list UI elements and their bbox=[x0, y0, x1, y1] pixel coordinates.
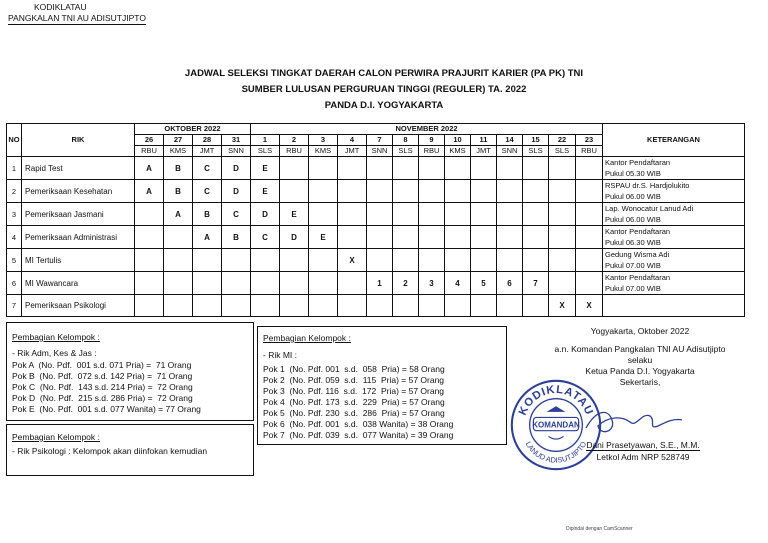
svg-text:LANUD ADISUTJIPTO: LANUD ADISUTJIPTO bbox=[523, 439, 589, 465]
day-cell: SLS bbox=[251, 146, 280, 157]
row-keterangan bbox=[603, 249, 745, 272]
date-cell: 8 bbox=[393, 135, 419, 146]
month-header-november: NOVEMBER 2022 bbox=[251, 124, 603, 135]
schedule-cell bbox=[367, 295, 393, 317]
table-row bbox=[7, 226, 745, 249]
schedule-cell bbox=[576, 203, 603, 226]
signature-line-2: selaku bbox=[627, 355, 653, 365]
table-row bbox=[7, 203, 745, 226]
schedule-cell bbox=[367, 180, 393, 203]
schedule-cell bbox=[549, 157, 576, 180]
schedule-cell bbox=[393, 295, 419, 317]
schedule-cell bbox=[393, 249, 419, 272]
schedule-cell bbox=[576, 226, 603, 249]
schedule-cell bbox=[338, 203, 367, 226]
keterangan-place: Gedung Wisma Adi bbox=[605, 250, 670, 259]
schedule-cell bbox=[419, 180, 445, 203]
schedule-cell bbox=[393, 226, 419, 249]
row-keterangan bbox=[603, 157, 745, 180]
group-line: Pok 2 (No. Pdf. 059 s.d. 115 Pria) = 57 Orang bbox=[263, 375, 445, 385]
box-heading: Pembagian Kelompok : bbox=[263, 333, 351, 343]
schedule-cell bbox=[164, 272, 193, 295]
schedule-cell: C bbox=[251, 226, 280, 249]
group-line: Pok C (No. Pdf. 143 s.d. 214 Pria) = 72 Orang bbox=[12, 382, 193, 392]
group-division-box-mi bbox=[257, 326, 507, 445]
day-cell: JMT bbox=[338, 146, 367, 157]
schedule-cell bbox=[549, 203, 576, 226]
signatory-name: Dani Prasetyawan, S.E., M.M. bbox=[586, 440, 700, 450]
schedule-cell bbox=[576, 272, 603, 295]
day-cell: RBU bbox=[576, 146, 603, 157]
box-subheading: - Rik Adm, Kes & Jas : bbox=[12, 348, 97, 358]
schedule-cell: X bbox=[576, 295, 603, 317]
table-row bbox=[7, 295, 745, 317]
table-row bbox=[7, 180, 745, 203]
day-cell: KMS bbox=[309, 146, 338, 157]
keterangan-time: Pukul 06.30 WIB bbox=[605, 238, 661, 247]
schedule-cell bbox=[523, 180, 549, 203]
schedule-cell bbox=[309, 203, 338, 226]
schedule-cell bbox=[338, 226, 367, 249]
date-cell: 3 bbox=[309, 135, 338, 146]
day-cell: JMT bbox=[193, 146, 222, 157]
svg-text:KODIKLATAU: KODIKLATAU bbox=[516, 383, 596, 418]
col-keterangan-header: KETERANGAN bbox=[603, 124, 745, 157]
schedule-cell bbox=[309, 295, 338, 317]
row-number: 4 bbox=[7, 226, 22, 249]
day-cell: RBU bbox=[135, 146, 164, 157]
row-keterangan bbox=[603, 203, 745, 226]
schedule-cell bbox=[471, 295, 497, 317]
schedule-cell bbox=[193, 295, 222, 317]
row-number: 7 bbox=[7, 295, 22, 317]
schedule-cell bbox=[280, 272, 309, 295]
row-rik: Pemeriksaan Administrasi bbox=[22, 226, 135, 249]
group-division-box-adm bbox=[6, 322, 254, 421]
schedule-cell bbox=[164, 249, 193, 272]
group-line: Pok 5 (No. Pdf. 230 s.d. 286 Pria) = 57 Orang bbox=[263, 408, 445, 418]
schedule-cell bbox=[135, 272, 164, 295]
schedule-cell bbox=[419, 249, 445, 272]
schedule-cell bbox=[497, 249, 523, 272]
table-row bbox=[7, 157, 745, 180]
schedule-cell: B bbox=[164, 180, 193, 203]
schedule-cell bbox=[445, 249, 471, 272]
day-cell: SNN bbox=[497, 146, 523, 157]
schedule-cell: C bbox=[193, 180, 222, 203]
schedule-cell: E bbox=[309, 226, 338, 249]
schedule-cell bbox=[251, 272, 280, 295]
svg-text:KOMANDAN: KOMANDAN bbox=[532, 420, 580, 430]
schedule-cell: B bbox=[193, 203, 222, 226]
organization-header bbox=[8, 2, 146, 25]
schedule-cell bbox=[367, 249, 393, 272]
schedule-cell bbox=[523, 226, 549, 249]
group-division-box-psikologi bbox=[6, 424, 254, 476]
row-keterangan bbox=[603, 226, 745, 249]
row-rik: Pemeriksaan Psikologi bbox=[22, 295, 135, 317]
row-rik: Pemeriksaan Jasmani bbox=[22, 203, 135, 226]
col-rik-header: RIK bbox=[22, 124, 135, 157]
box-heading: Pembagian Kelompok : bbox=[12, 432, 100, 442]
schedule-cell bbox=[497, 180, 523, 203]
schedule-cell bbox=[549, 180, 576, 203]
row-keterangan bbox=[603, 272, 745, 295]
row-number: 3 bbox=[7, 203, 22, 226]
schedule-cell bbox=[135, 203, 164, 226]
group-line: Pok 4 (No. Pdf. 173 s.d. 229 Pria) = 57 Orang bbox=[263, 397, 445, 407]
schedule-cell bbox=[338, 180, 367, 203]
day-cell: SLS bbox=[523, 146, 549, 157]
schedule-cell bbox=[419, 226, 445, 249]
group-list bbox=[263, 364, 453, 441]
schedule-cell bbox=[164, 295, 193, 317]
schedule-cell bbox=[471, 226, 497, 249]
schedule-cell bbox=[309, 249, 338, 272]
schedule-cell bbox=[338, 295, 367, 317]
schedule-cell: C bbox=[193, 157, 222, 180]
schedule-cell bbox=[497, 226, 523, 249]
schedule-cell bbox=[471, 180, 497, 203]
row-rik: Rapid Test bbox=[22, 157, 135, 180]
schedule-cell bbox=[367, 203, 393, 226]
day-cell: SNN bbox=[367, 146, 393, 157]
row-number: 6 bbox=[7, 272, 22, 295]
document-title-line-1: JADWAL SELEKSI TINGKAT DAERAH CALON PERWIRA PRAJURIT KARIER (PA PK) TNI bbox=[184, 68, 584, 79]
date-cell: 27 bbox=[164, 135, 193, 146]
month-header-october: OKTOBER 2022 bbox=[135, 124, 251, 135]
date-cell: 4 bbox=[338, 135, 367, 146]
group-line: Pok 1 (No. Pdf. 001 s.d. 058 Pria) = 58 Orang bbox=[263, 364, 445, 374]
day-cell: RBU bbox=[280, 146, 309, 157]
schedule-cell: A bbox=[135, 180, 164, 203]
date-cell: 2 bbox=[280, 135, 309, 146]
schedule-cell bbox=[251, 295, 280, 317]
schedule-cell bbox=[471, 249, 497, 272]
org-line-1: KODIKLATAU bbox=[34, 2, 87, 12]
table-row bbox=[7, 249, 745, 272]
schedule-cell bbox=[445, 295, 471, 317]
keterangan-place: Lap. Wonocatur Lanud Adi bbox=[605, 204, 694, 213]
schedule-cell bbox=[393, 180, 419, 203]
schedule-cell bbox=[280, 180, 309, 203]
schedule-cell bbox=[135, 295, 164, 317]
row-number: 5 bbox=[7, 249, 22, 272]
schedule-cell: 1 bbox=[367, 272, 393, 295]
schedule-cell bbox=[471, 203, 497, 226]
schedule-cell: E bbox=[280, 203, 309, 226]
signatory-rank: Letkol Adm NRP 528749 bbox=[596, 452, 690, 462]
date-cell: 11 bbox=[471, 135, 497, 146]
date-cell: 14 bbox=[497, 135, 523, 146]
schedule-cell: 5 bbox=[471, 272, 497, 295]
schedule-cell: 6 bbox=[497, 272, 523, 295]
group-line: Pok B (No. Pdf. 072 s.d. 142 Pria) = 71 Orang bbox=[12, 371, 193, 381]
date-cell: 15 bbox=[523, 135, 549, 146]
schedule-cell bbox=[419, 295, 445, 317]
day-cell: SLS bbox=[549, 146, 576, 157]
keterangan-time: Pukul 07.00 WIB bbox=[605, 284, 661, 293]
keterangan-place: Kantor Pendaftaran bbox=[605, 227, 671, 236]
group-list bbox=[12, 360, 201, 415]
schedule-cell bbox=[338, 272, 367, 295]
box-heading: Pembagian Kelompok : bbox=[12, 332, 100, 342]
schedule-cell bbox=[549, 249, 576, 272]
schedule-cell bbox=[309, 157, 338, 180]
schedule-cell bbox=[222, 272, 251, 295]
schedule-cell bbox=[280, 157, 309, 180]
handwritten-signature bbox=[578, 402, 688, 440]
schedule-cell bbox=[445, 157, 471, 180]
row-keterangan bbox=[603, 295, 745, 317]
schedule-cell bbox=[193, 272, 222, 295]
group-line: Pok A (No. Pdf. 001 s.d. 071 Pria) = 71 Orang bbox=[12, 360, 192, 370]
row-keterangan bbox=[603, 180, 745, 203]
schedule-cell bbox=[497, 157, 523, 180]
schedule-cell bbox=[523, 203, 549, 226]
date-cell: 22 bbox=[549, 135, 576, 146]
schedule-cell bbox=[445, 180, 471, 203]
day-cell: KMS bbox=[164, 146, 193, 157]
date-cell: 23 bbox=[576, 135, 603, 146]
box-subheading: - Rik MI : bbox=[263, 350, 297, 360]
schedule-cell: 4 bbox=[445, 272, 471, 295]
date-cell: 26 bbox=[135, 135, 164, 146]
schedule-cell bbox=[445, 226, 471, 249]
schedule-cell bbox=[251, 249, 280, 272]
schedule-cell: B bbox=[164, 157, 193, 180]
schedule-cell bbox=[576, 180, 603, 203]
group-line: Pok E (No. Pdf. 001 s.d. 077 Wanita) = 77 Orang bbox=[12, 404, 201, 414]
schedule-cell: D bbox=[222, 180, 251, 203]
schedule-cell bbox=[497, 295, 523, 317]
schedule-cell: C bbox=[222, 203, 251, 226]
col-no-header: NO bbox=[7, 124, 22, 157]
org-line-2: PANGKALAN TNI AU ADISUTJIPTO bbox=[8, 13, 146, 23]
schedule-table bbox=[6, 123, 745, 317]
schedule-cell bbox=[222, 249, 251, 272]
group-line: Pok 3 (No. Pdf. 116 s.d. 172 Pria) = 57 Orang bbox=[263, 386, 445, 396]
schedule-cell: E bbox=[251, 157, 280, 180]
schedule-cell bbox=[222, 295, 251, 317]
schedule-cell bbox=[523, 295, 549, 317]
row-number: 1 bbox=[7, 157, 22, 180]
keterangan-time: Pukul 06.00 WIB bbox=[605, 215, 661, 224]
schedule-cell bbox=[164, 226, 193, 249]
day-cell: SNN bbox=[222, 146, 251, 157]
schedule-cell bbox=[445, 203, 471, 226]
schedule-cell: D bbox=[222, 157, 251, 180]
date-cell: 31 bbox=[222, 135, 251, 146]
day-cell: KMS bbox=[445, 146, 471, 157]
schedule-cell: A bbox=[164, 203, 193, 226]
schedule-cell bbox=[576, 157, 603, 180]
group-line: Pok 6 (No. Pdf. 001 s.d. 038 Wanita) = 38 Orang bbox=[263, 419, 454, 429]
schedule-cell bbox=[367, 157, 393, 180]
schedule-cell: 3 bbox=[419, 272, 445, 295]
schedule-cell: D bbox=[280, 226, 309, 249]
schedule-cell bbox=[393, 203, 419, 226]
day-cell: JMT bbox=[471, 146, 497, 157]
document-title-line-2: SUMBER LULUSAN PERGURUAN TINGGI (REGULER) TA. 2022 bbox=[241, 84, 527, 95]
document-title-line-3: PANDA D.I. YOGYAKARTA bbox=[324, 100, 444, 111]
group-line: Pok D (No. Pdf. 215 s.d. 286 Pria) = 72 Orang bbox=[12, 393, 193, 403]
schedule-cell bbox=[393, 157, 419, 180]
signature-line-3: Ketua Panda D.I. Yogyakarta bbox=[585, 366, 695, 376]
date-cell: 28 bbox=[193, 135, 222, 146]
schedule-cell bbox=[338, 157, 367, 180]
keterangan-time: Pukul 06.00 WIB bbox=[605, 192, 661, 201]
schedule-cell bbox=[419, 157, 445, 180]
schedule-cell: A bbox=[135, 157, 164, 180]
schedule-cell bbox=[576, 249, 603, 272]
schedule-cell: B bbox=[222, 226, 251, 249]
signature-line-4: Sekertaris, bbox=[619, 377, 661, 387]
keterangan-time: Pukul 07.00 WIB bbox=[605, 261, 661, 270]
box-text: - Rik Psikologi : Kelompok akan diinfokan kemudian bbox=[12, 446, 208, 456]
schedule-cell bbox=[135, 249, 164, 272]
row-rik: MI Wawancara bbox=[22, 272, 135, 295]
keterangan-place: Kantor Pendaftaran bbox=[605, 158, 671, 167]
schedule-cell bbox=[309, 180, 338, 203]
place-date: Yogyakarta, Oktober 2022 bbox=[590, 326, 690, 336]
schedule-cell bbox=[309, 272, 338, 295]
schedule-cell bbox=[280, 249, 309, 272]
schedule-cell: 7 bbox=[523, 272, 549, 295]
schedule-cell bbox=[523, 249, 549, 272]
schedule-cell bbox=[193, 249, 222, 272]
schedule-cell: 2 bbox=[393, 272, 419, 295]
schedule-cell bbox=[497, 203, 523, 226]
date-cell: 9 bbox=[419, 135, 445, 146]
row-rik: MI Tertulis bbox=[22, 249, 135, 272]
keterangan-time: Pukul 05.30 WIB bbox=[605, 169, 661, 178]
date-cell: 10 bbox=[445, 135, 471, 146]
schedule-cell: D bbox=[251, 203, 280, 226]
schedule-cell bbox=[280, 295, 309, 317]
schedule-cell bbox=[135, 226, 164, 249]
keterangan-place: Kantor Pendaftaran bbox=[605, 273, 671, 282]
date-cell: 1 bbox=[251, 135, 280, 146]
schedule-cell bbox=[549, 272, 576, 295]
date-cell: 7 bbox=[367, 135, 393, 146]
schedule-cell: A bbox=[193, 226, 222, 249]
keterangan-place: RSPAU dr.S. Hardjolukito bbox=[605, 181, 690, 190]
day-cell: SLS bbox=[393, 146, 419, 157]
table-row bbox=[7, 272, 745, 295]
schedule-cell: X bbox=[338, 249, 367, 272]
schedule-cell bbox=[367, 226, 393, 249]
schedule-cell bbox=[549, 226, 576, 249]
schedule-cell bbox=[471, 157, 497, 180]
signature-line-1: a.n. Komandan Pangkalan TNI AU Adisutjipto bbox=[554, 344, 726, 354]
schedule-cell bbox=[419, 203, 445, 226]
row-rik: Pemeriksaan Kesehatan bbox=[22, 180, 135, 203]
row-number: 2 bbox=[7, 180, 22, 203]
schedule-rows bbox=[7, 157, 745, 317]
schedule-cell: X bbox=[549, 295, 576, 317]
day-cell: RBU bbox=[419, 146, 445, 157]
group-line: Pok 7 (No. Pdf. 039 s.d. 077 Wanita) = 39 Orang bbox=[263, 430, 454, 440]
schedule-cell: E bbox=[251, 180, 280, 203]
schedule-cell bbox=[523, 157, 549, 180]
scanner-footer: Dipindai dengan CamScanner bbox=[566, 526, 633, 532]
